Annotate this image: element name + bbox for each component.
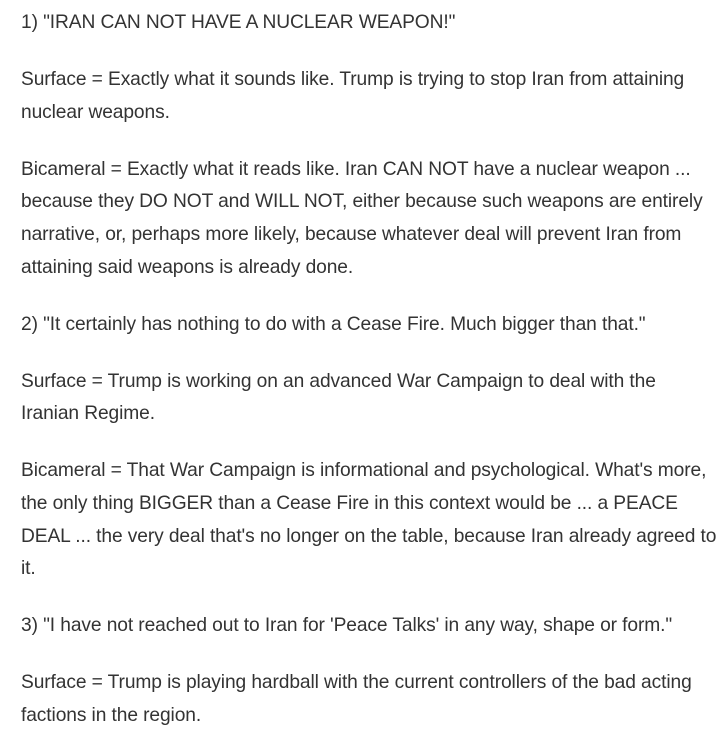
surface-3: Surface = Trump is playing hardball with the current controllers of the bad acting factions in the region. [21, 672, 692, 726]
quote-3: 3) "I have not reached out to Iran for 'Peace Talks' in any way, shape or form." [21, 615, 673, 637]
article-body [21, 7, 717, 733]
surface-1: Surface = Exactly what it sounds like. Trump is trying to stop Iran from attaining nuclear weapons. [21, 69, 685, 123]
surface-2: Surface = Trump is working on an advanced War Campaign to deal with the Iranian Regime. [21, 370, 656, 425]
bicameral-2: Bicameral = That War Campaign is informational and psychological. What's more, the only thing BIGGER than a Cease Fire in this context would be ... a PEACE DEAL ... the very deal that's no longer on the table, because Iran already agreed to it. [21, 460, 717, 580]
quote-2: 2) "It certainly has nothing to do with a Cease Fire. Much bigger than that." [21, 313, 646, 335]
bicameral-1: Bicameral = Exactly what it reads like. Iran CAN NOT have a nuclear weapon ... because they DO NOT and WILL NOT, either because such weapons are entirely narrative, or, perhaps more likely, because whatever deal will prevent Iran from attaining said weapons is already done. [21, 158, 703, 278]
quote-1: 1) "IRAN CAN NOT HAVE A NUCLEAR WEAPON!" [21, 12, 456, 33]
